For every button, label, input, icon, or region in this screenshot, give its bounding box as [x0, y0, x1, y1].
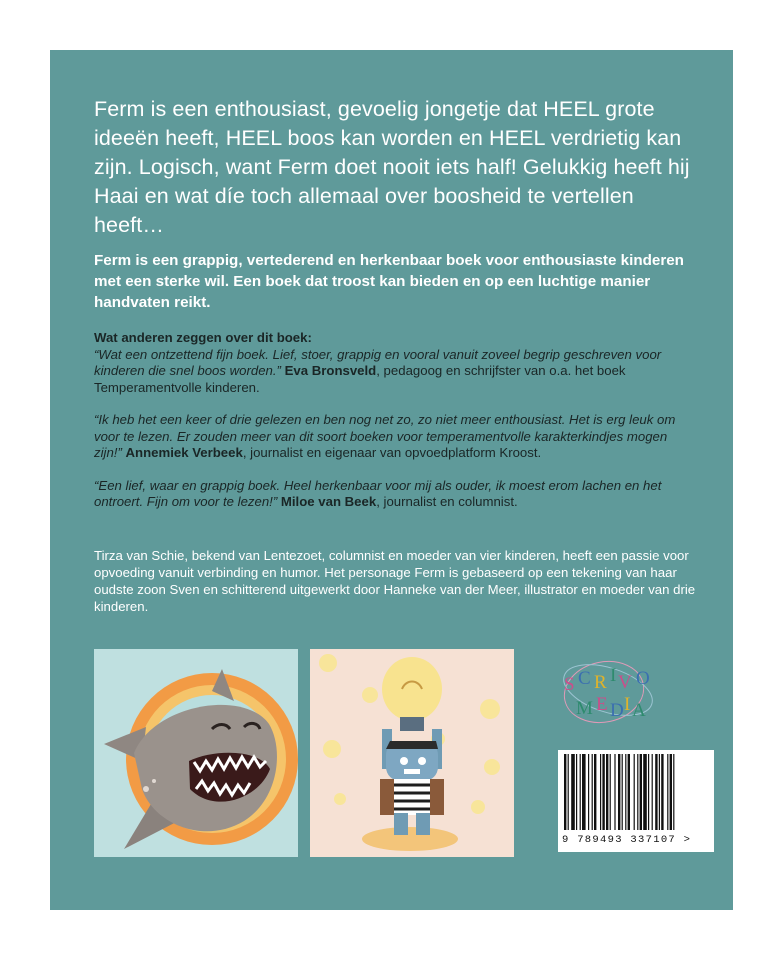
barcode-bar: [600, 754, 601, 830]
review-role: , journalist en eigenaar van opvoedplatform Kroost.: [242, 445, 542, 460]
review-author: Eva Bronsveld: [284, 363, 377, 378]
reviews-section: [94, 330, 694, 527]
barcode-bar: [588, 754, 589, 830]
barcode-bar: [670, 754, 672, 830]
barcode-bar: [592, 754, 593, 830]
barcode-bar: [655, 754, 657, 830]
review-quote: “Een lief, waar en grappig boek. Heel herkenbaar voor mij als ouder, ik moest erom lachen en het ontroert. Fijn om voor te lezen!”: [94, 477, 662, 509]
barcode-bars: [562, 754, 710, 830]
review-quote: “Wat een ontzettend fijn boek. Lief, stoer, grappig en vooral vanuit zoveel begrip geschreven voor kinderen die snel boos worden.”: [94, 346, 662, 378]
barcode-bar: [643, 754, 647, 830]
barcode-bar: [659, 754, 660, 830]
barcode-bar: [625, 754, 626, 830]
intro-text: Ferm is een enthousiast, gevoelig jongetje dat HEEL grote ideeën heeft, HEEL boos kan worden en HEEL verdrietig kan zijn. Logisch, want Ferm doet nooit iets half! Gelukkig heeft hij Haai en wat díe toch allemaal over boosheid te vertellen heeft…: [94, 97, 690, 237]
barcode-bar: [576, 754, 577, 830]
barcode-bar: [637, 754, 638, 830]
barcode-bar: [610, 754, 611, 830]
review-1: [94, 330, 694, 396]
logo-letter: C: [578, 668, 591, 689]
barcode-bar: [667, 754, 668, 830]
review-role: , journalist en columnist.: [376, 494, 518, 509]
barcode-bar: [634, 754, 635, 830]
barcode-bar: [614, 754, 615, 830]
back-cover: [50, 50, 733, 910]
tagline: Ferm is een grappig, vertederend en herkenbaar boek voor enthousiaste kinderen met een sterke wil. Een boek dat troost kan bieden en op een luchtige manier handvaten reikt.: [94, 252, 684, 311]
logo-letter: D: [610, 700, 624, 721]
barcode-bar: [564, 754, 566, 830]
review-3: [94, 478, 694, 511]
barcode-bar: [648, 754, 649, 830]
logo-letter: I: [610, 665, 617, 686]
author-bio: Tirza van Schie, bekend van Lentezoet, columnist en moeder van vier kinderen, heeft een passie voor opvoeding vanuit verbinding en humor. Het personage Ferm is gebaseerd op een tekening van haar oudste zoon Sven en schitterend uitgewerkt door Hanneke van der Meer, illustrator en moeder van drie kinderen.: [94, 548, 696, 614]
review-2: [94, 412, 694, 462]
barcode-bar: [618, 754, 620, 830]
logo-letter: E: [596, 694, 608, 715]
barcode-bar: [622, 754, 623, 830]
barcode-bar: [606, 754, 608, 830]
logo-letter: A: [632, 700, 646, 721]
barcode-bar: [571, 754, 575, 830]
publisher-logo: [558, 650, 668, 730]
barcode-bar: [673, 754, 674, 830]
isbn-barcode: [558, 750, 714, 852]
shark-illustration: [94, 649, 298, 857]
review-quote: “Ik heb het een keer of drie gelezen en ben nog net zo, zo niet meer enthousiast. Het is erg leuk om voor te lezen. Er zouden meer van dit soort boeken voor temperamentvolle karakterkindjes mogen zijn!”: [94, 412, 676, 460]
barcode-bar: [594, 754, 596, 830]
ferm-illustration: [310, 649, 514, 857]
barcode-bar: [580, 754, 581, 830]
barcode-bar: [602, 754, 604, 830]
isbn-number: 9 789493 337107 >: [562, 834, 692, 846]
logo-letter: S: [564, 674, 575, 695]
barcode-bar: [568, 754, 569, 830]
barcode-bar: [661, 754, 663, 830]
reviews-heading: Wat anderen zeggen over dit boek:: [94, 330, 312, 345]
logo-letter: V: [618, 672, 632, 693]
logo-letter: I: [624, 694, 631, 715]
review-role: , pedagoog en schrijfster van o.a. het boek Temperamentvolle kinderen.: [94, 363, 626, 395]
barcode-bar: [652, 754, 653, 830]
logo-letter: M: [576, 698, 593, 719]
review-author: Annemiek Verbeek: [125, 445, 243, 460]
review-author: Miloe van Beek: [280, 494, 377, 509]
barcode-bar: [582, 754, 586, 830]
logo-letter: O: [636, 668, 650, 689]
barcode-bar: [628, 754, 630, 830]
logo-letter: R: [594, 672, 607, 693]
barcode-bar: [640, 754, 642, 830]
